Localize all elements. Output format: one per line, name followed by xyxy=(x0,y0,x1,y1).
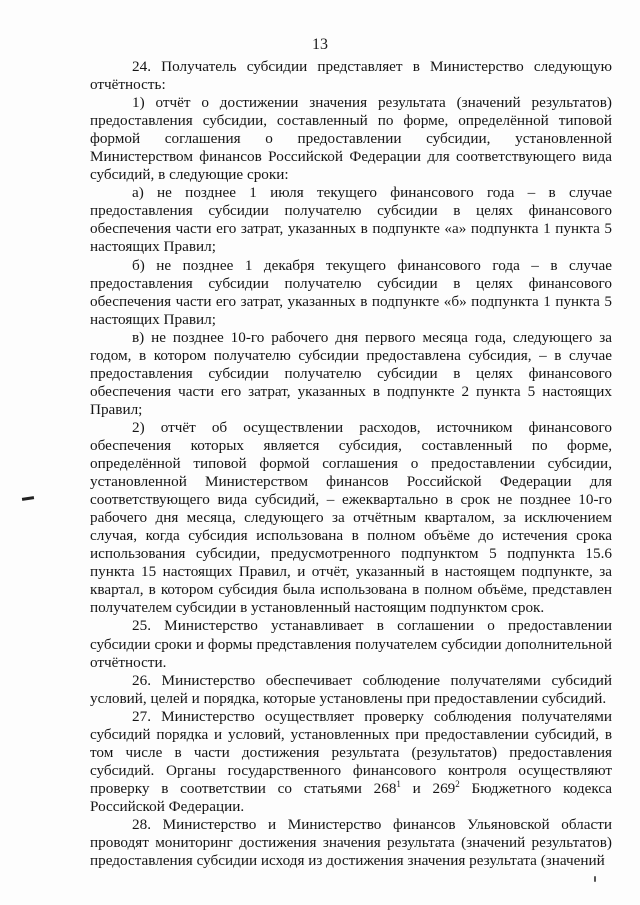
paragraph-24-1: 1) отчёт о достижении значения результата (значений результатов) предоставления субсидии, составленный по форме, определённой типовой формой соглашения о предоставлении субсидии, установленной Министерством финансов Российской Федерации для соответствующего вида субсидий, в следующие сроки: xyxy=(90,94,612,184)
paragraph-24-1-b: б) не позднее 1 декабря текущего финансового года – в случае предоставления субсидии получателю субсидии в целях финансового обеспечения части его затрат, указанных в подпункте «б» подпункта 1 пункта 5 настоящих Правил; xyxy=(90,256,612,328)
paragraph-26: 26. Министерство обеспечивает соблюдение получателями субсидий условий, целей и порядка, которые установлены при предоставлении субсидий. xyxy=(90,671,612,707)
paragraph-25: 25. Министерство устанавливает в соглашении о предоставлении субсидии сроки и формы представления получателем субсидии дополнительной отчётности. xyxy=(90,617,612,671)
paragraph-28: 28. Министерство и Министерство финансов Ульяновской области проводят мониторинг достижения значения результата (значений результатов) предоставления субсидии исходя из достижения значения результата (значений xyxy=(90,815,612,870)
paragraph-27-text-b: и 269 xyxy=(400,779,456,797)
paragraph-27-text-c: Бюджетного кодекса Российской Федерации. xyxy=(90,779,612,815)
footnote-sup-1: 1 xyxy=(396,778,401,789)
paragraph-27-text-a: 27. Министерство осуществляет проверку соблюдения получателями субсидий порядка и условий, установленных при предоставлении субсидий, в том числе в части достижения результата (результатов) предоставления субсидий. Органы государственного финансового контроля осуществляют проверку в соответствии со статьями 268 xyxy=(90,707,612,797)
scan-speck xyxy=(594,876,596,882)
paragraph-27 xyxy=(90,708,612,816)
paragraph-24: 24. Получатель субсидии представляет в Министерство следующую отчётность: xyxy=(90,58,612,94)
document-body xyxy=(90,58,612,870)
paragraph-24-1-c: в) не позднее 10-го рабочего дня первого месяца года, следующего за годом, в котором получателю субсидии предоставлена субсидия, – в случае предоставления субсидии получателю субсидии в целях финансового обеспечения части его затрат, указанных в подпункте 2 пункта 5 настоящих Правил; xyxy=(90,328,612,418)
page-number: 13 xyxy=(312,36,328,53)
paragraph-24-2: 2) отчёт об осуществлении расходов, источником финансового обеспечения которых является субсидия, составленный по форме, определённой типовой формой соглашения о предоставлении субсидии, установленной Министерством финансов Российской Федерации для соответствующего вида субсидий, – ежеквартально в срок не позднее 10-го рабочего дня месяца, следующего за отчётным кварталом, за исключением случая, когда субсидия использована в полном объёме до истечения срока использования субсидии, предусмотренного подпунктом 5 подпункта 15.6 пункта 15 настоящих Правил, и отчёт, указанный в настоящем подпункте, за квартал, в котором субсидия была использована в полном объёме, представлен получателем субсидии в установленный настоящим подпунктом срок. xyxy=(90,418,612,617)
margin-mark xyxy=(22,496,34,501)
paragraph-24-1-a: а) не позднее 1 июля текущего финансового года – в случае предоставления субсидии получателю субсидии в целях финансового обеспечения части его затрат, указанных в подпункте «а» подпункта 1 пункта 5 настоящих Правил; xyxy=(90,184,612,256)
footnote-sup-2: 2 xyxy=(455,778,460,789)
